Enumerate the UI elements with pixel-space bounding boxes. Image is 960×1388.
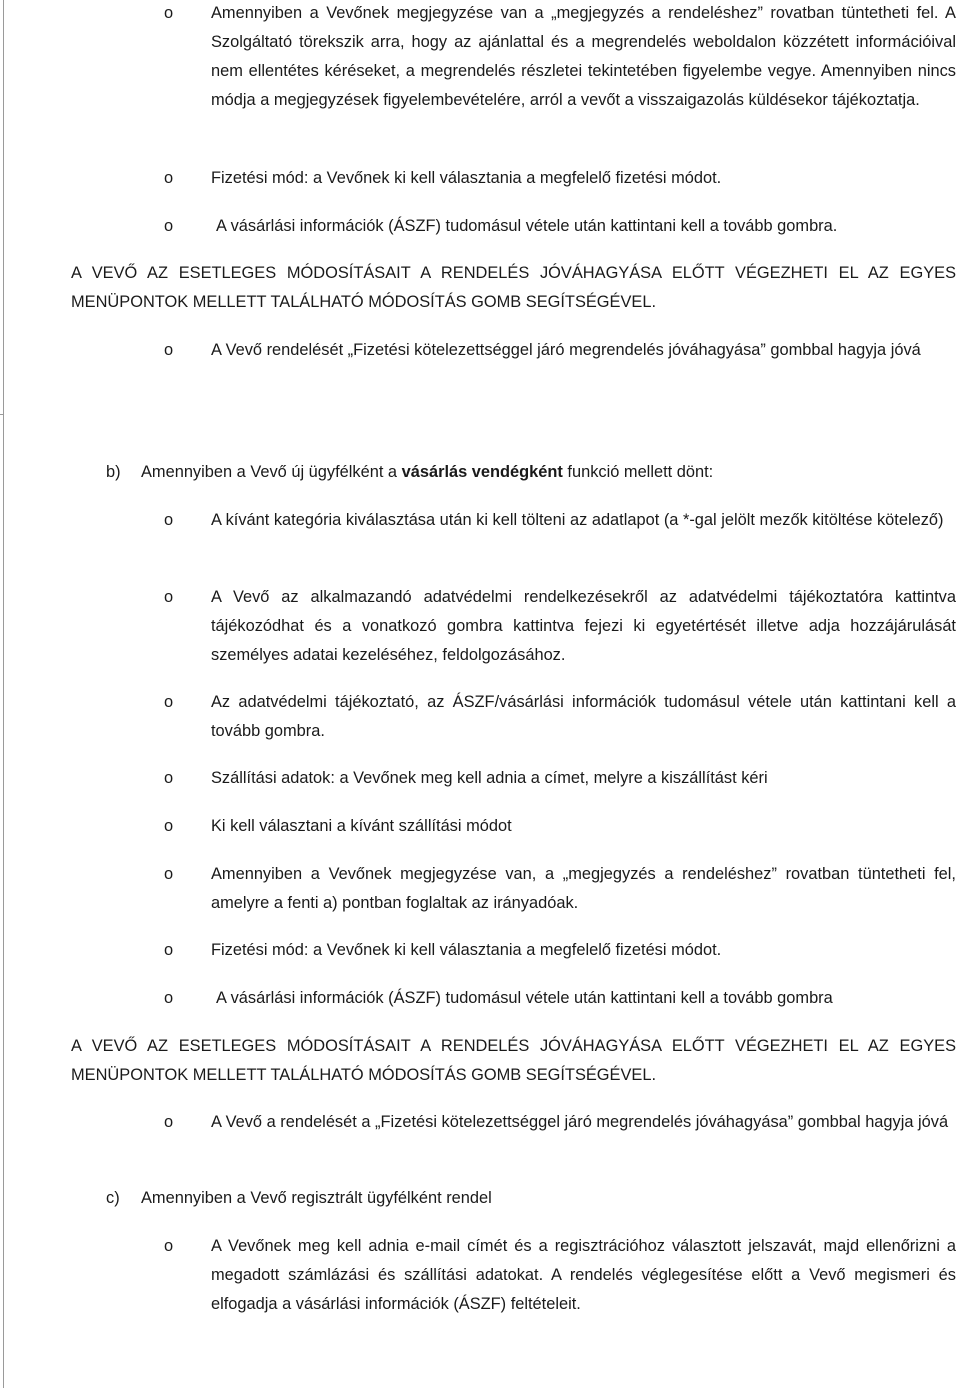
list-bullet: o (164, 1237, 174, 1255)
list-bullet: o (164, 169, 174, 187)
list-bullet: o (164, 511, 174, 529)
section-label: b) (106, 463, 121, 481)
list-item-approve: A Vevő a rendelését a „Fizetési kötelezettséggel járó megrendelés jóváhagyása” gombbal hagyja jóvá (211, 1113, 949, 1131)
section-c-heading (106, 1184, 956, 1213)
list-bullet: o (164, 217, 174, 235)
section-b-text-after: funkció mellett dönt: (562, 463, 714, 481)
list-item-registered-login: A Vevőnek meg kell adnia e-mail címét és a regisztrációhoz választott jelszavát, majd ellenőrizni a megadott számlázási és szállítási adatokat. A rendelés véglegesítése előtt a Vevő megismeri és elfogadja a vásárlási információk (ÁSZF) feltételeit. (211, 1237, 956, 1313)
list-bullet: o (164, 989, 174, 1007)
list-bullet: o (164, 588, 174, 606)
section-b-text-before: Amennyiben a Vevő új ügyfélként a (141, 463, 402, 481)
list-item-terms: A vásárlási információk (ÁSZF) tudomásul vétele után kattintani kell a tovább gombra. (216, 217, 838, 235)
list-item-shipping-address: Szállítási adatok: a Vevőnek meg kell adnia a címet, melyre a kiszállítást kéri (211, 769, 768, 787)
section-b-text-bold: vásárlás vendégként (401, 463, 563, 481)
list-item-privacy: A Vevő az alkalmazandó adatvédelmi rendelkezésekről az adatvédelmi tájékoztatóra kattintva tájékozódhat és a vonatkozó gombra kattintva fejezi ki egyetértését illetve adja hozzájárulását személyes adatai kezeléséhez, feldolgozásához. (211, 588, 956, 664)
list-item-privacy-ack: Az adatvédelmi tájékoztató, az ÁSZF/vásárlási információk tudomásul vétele után kattintani kell a tovább gombra. (211, 693, 956, 740)
list-bullet: o (164, 341, 174, 359)
list-bullet: o (164, 817, 174, 835)
list-item-shipping-method: Ki kell választani a kívánt szállítási módot (211, 817, 512, 835)
section-label: c) (106, 1189, 120, 1207)
list-bullet: o (164, 693, 174, 711)
list-item-terms: A vásárlási információk (ÁSZF) tudomásul vétele után kattintani kell a tovább gombra (216, 989, 833, 1007)
list-bullet: o (164, 1113, 174, 1131)
list-item-form: A kívánt kategória kiválasztása után ki kell tölteni az adatlapot (a *-gal jelölt mezők kitöltése kötelező) (211, 511, 944, 529)
left-margin-rule (3, 0, 4, 1388)
list-item-approve: A Vevő rendelését „Fizetési kötelezettséggel járó megrendelés jóváhagyása” gombbal hagyja jóvá (211, 341, 921, 359)
section-c-text: Amennyiben a Vevő regisztrált ügyfélként rendel (141, 1189, 492, 1207)
margin-tick (0, 414, 4, 415)
list-item-payment: Fizetési mód: a Vevőnek ki kell választania a megfelelő fizetési módot. (211, 169, 722, 187)
list-bullet: o (164, 4, 174, 22)
caps-notice: A VEVŐ AZ ESETLEGES MÓDOSÍTÁSAIT A RENDELÉS JÓVÁHAGYÁSA ELŐTT VÉGEZHETI EL AZ EGYES MENÜPONTOK MELLETT TALÁLHATÓ MÓDOSÍTÁS GOMB SEGÍTSÉGÉVEL. (71, 264, 956, 311)
section-b-heading (106, 458, 956, 487)
list-bullet: o (164, 769, 174, 787)
list-bullet: o (164, 941, 174, 959)
list-item-comment: Amennyiben a Vevőnek megjegyzése van, a „megjegyzés a rendeléshez” rovatban tüntetheti fel, amelyre a fenti a) pontban foglaltak az irányadóak. (211, 865, 956, 912)
list-item-comment: Amennyiben a Vevőnek megjegyzése van a „megjegyzés a rendeléshez” rovatban tüntetheti fel. A Szolgáltató törekszik arra, hogy az ajánlattal és a megrendelés weboldalon közzétett információival nem ellentétes kéréseket, a megrendelés részletei tekintetében figyelembe vegye. Amennyiben nincs módja a megjegyzések figyelembevételére, arról a vevőt a visszaigazolás küldésekor tájékoztatja. (211, 4, 956, 109)
caps-notice: A VEVŐ AZ ESETLEGES MÓDOSÍTÁSAIT A RENDELÉS JÓVÁHAGYÁSA ELŐTT VÉGEZHETI EL AZ EGYES MENÜPONTOK MELLETT TALÁLHATÓ MÓDOSÍTÁS GOMB SEGÍTSÉGÉVEL. (71, 1037, 956, 1084)
list-item-payment: Fizetési mód: a Vevőnek ki kell választania a megfelelő fizetési módot. (211, 941, 722, 959)
list-bullet: o (164, 865, 174, 883)
